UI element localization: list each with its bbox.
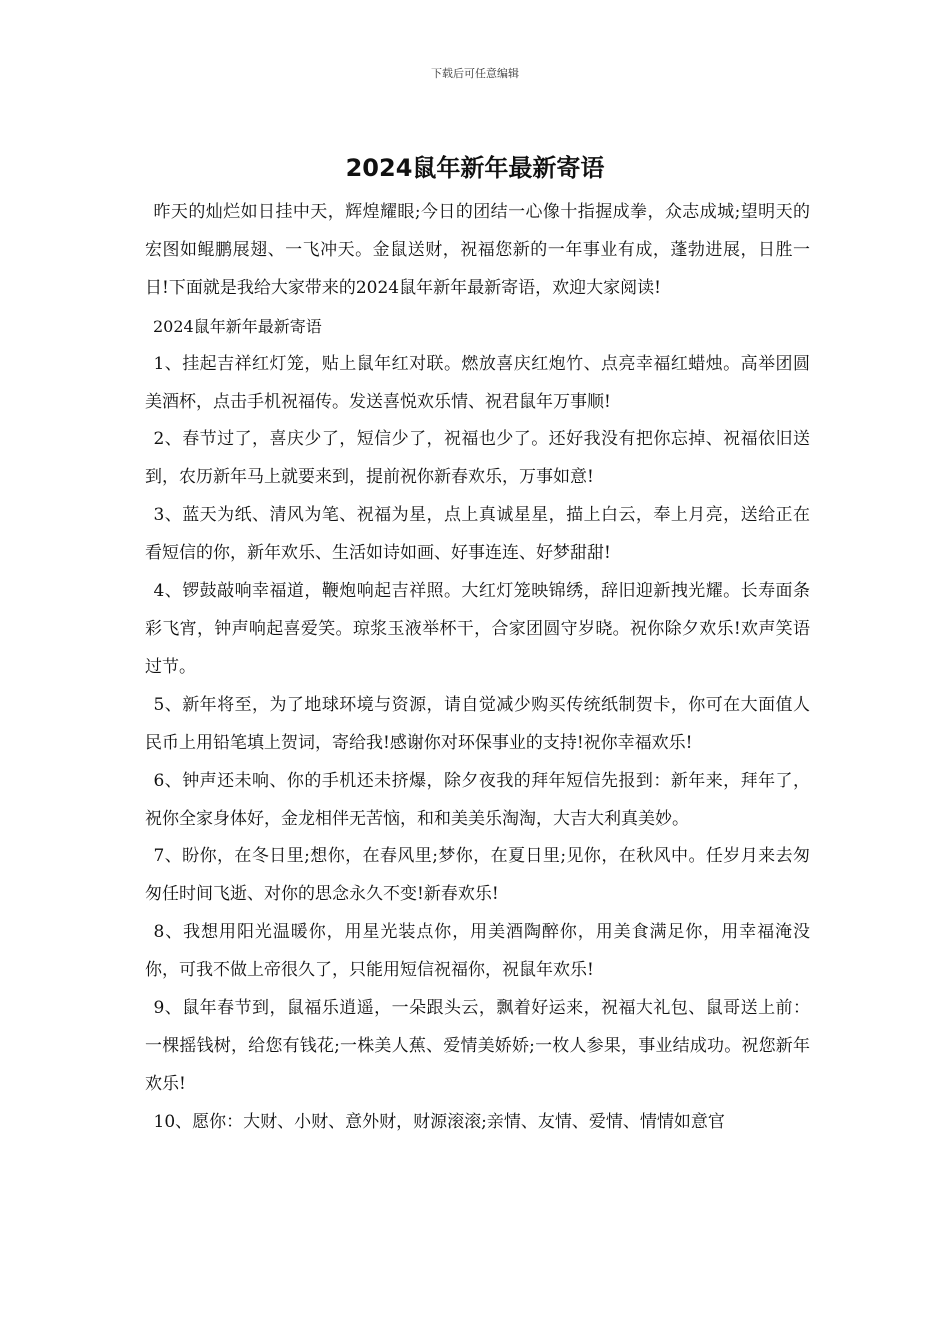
document-title: 2024鼠年新年最新寄语 — [345, 154, 605, 182]
list-item: 1、挂起吉祥红灯笼，贴上鼠年红对联。燃放喜庆红炮竹、点亮幸福红蜡烛。高举团圆美酒杯，点击手机祝福传。发送喜悦欢乐情、祝君鼠年万事顺! — [145, 353, 810, 412]
list-item: 6、钟声还未响、你的手机还未挤爆，除夕夜我的拜年短信先报到：新年来，拜年了，祝你全家身体好，金龙相伴无苦恼，和和美美乐淘淘，大吉大利真美妙。 — [145, 770, 810, 829]
list-item: 9、鼠年春节到，鼠福乐逍遥，一朵跟头云，飘着好运来，祝福大礼包、鼠哥送上前：一棵摇钱树，给您有钱花;一株美人蕉、爱情美娇娇;一枚人参果，事业结成功。祝您新年欢乐! — [145, 998, 810, 1094]
list-item: 4、锣鼓敲响幸福道，鞭炮响起吉祥照。大红灯笼映锦绣，辞旧迎新拽光耀。长寿面条彩飞宵，钟声响起喜爱笑。琼浆玉液举杯干，合家团圆守岁晓。祝你除夕欢乐!欢声笑语过节。 — [145, 581, 810, 677]
document-body — [145, 194, 810, 1142]
list-item: 3、蓝天为纸、清风为笔、祝福为星，点上真诚星星，描上白云，奉上月亮，送给正在看短信的你，新年欢乐、生活如诗如画、好事连连、好梦甜甜! — [145, 505, 810, 564]
section-subheading: 2024鼠年新年最新寄语 — [153, 316, 322, 336]
list-item: 5、新年将至，为了地球环境与资源，请自觉减少购买传统纸制贺卡，你可在大面值人民币上用铅笔填上贺词，寄给我!感谢你对环保事业的支持!祝你幸福欢乐! — [145, 694, 810, 753]
page-header-note: 下载后可任意编辑 — [431, 67, 519, 80]
list-item: 2、春节过了，喜庆少了，短信少了，祝福也少了。还好我没有把你忘掉、祝福依旧送到，农历新年马上就要来到，提前祝你新春欢乐，万事如意! — [145, 429, 810, 488]
list-item: 7、盼你，在冬日里;想你，在春风里;梦你，在夏日里;见你，在秋风中。任岁月来去匆匆任时间飞逝、对你的思念永久不变!新春欢乐! — [145, 846, 810, 905]
list-item: 8、我想用阳光温暖你，用星光装点你，用美酒陶醉你，用美食满足你，用幸福淹没你，可我不做上帝很久了，只能用短信祝福你，祝鼠年欢乐! — [145, 922, 810, 981]
list-item: 10、愿你：大财、小财、意外财，财源滚滚;亲情、友情、爱情、情情如意官 — [153, 1111, 725, 1132]
intro-paragraph: 昨天的灿烂如日挂中天，辉煌耀眼;今日的团结一心像十指握成拳，众志成城;望明天的宏图如鲲鹏展翅、一飞冲天。金鼠送财，祝福您新的一年事业有成，蓬勃进展，日胜一日!下面就是我给大家带来的2024鼠年新年最新寄语，欢迎大家阅读! — [145, 202, 810, 298]
